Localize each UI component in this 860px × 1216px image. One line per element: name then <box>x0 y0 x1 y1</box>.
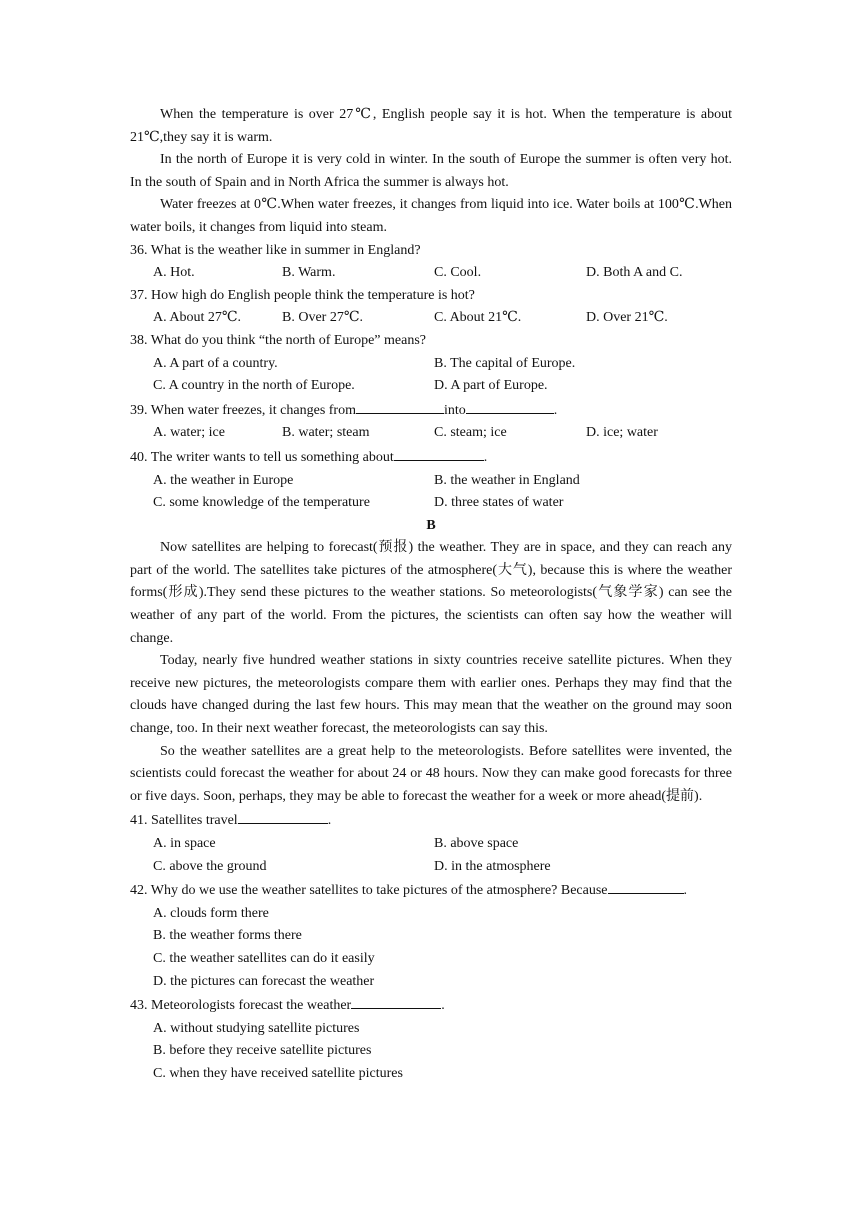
question-37-options <box>130 307 732 330</box>
passage-b-paragraph-1: Now satellites are helping to forecast(预报) the weather. They are in space, and they can reach any part of the world. The satellites take pictures of the atmosphere(大气), because this is where the weather forms(形成).They send these pictures to the weather stations. So meteorologists(气象学家) can see the weather of any part of the world. From the pictures, the scientists can often say how the weather will change. <box>130 540 732 646</box>
question-41-option-c: C. above the ground <box>153 858 267 874</box>
question-36-option-d: D. Both A and C. <box>586 265 683 281</box>
answer-blank <box>608 878 684 894</box>
question-42-option-b: B. the weather forms there <box>153 928 302 944</box>
question-39-stem-start: 39. When water freezes, it changes from <box>130 402 356 418</box>
question-36-stem: 36. What is the weather like in summer in England? <box>130 242 421 258</box>
question-41-stem-end: . <box>327 813 332 829</box>
question-38-option-c: C. A country in the north of Europe. <box>153 378 355 394</box>
passage-a-paragraph-1: When the temperature is over 27℃, English people say it is hot. When the temperature is about 21℃,they say it is warm. <box>130 107 732 145</box>
question-40-option-a: A. the weather in Europe <box>153 472 294 488</box>
question-36-option-a: A. Hot. <box>153 265 195 281</box>
question-42-stem-end: . <box>683 883 688 899</box>
question-40-option-d: D. three states of water <box>434 495 564 511</box>
passage-b-paragraph-3: So the weather satellites are a great help to the meteorologists. Before satellites were invented, the scientists could forecast the weather for about 24 or 48 hours. Now they can make good forecasts for three or five days. Soon, perhaps, they may be able to forecast the weather for a week or more ahead(提前). <box>130 743 732 804</box>
question-42-option-d: D. the pictures can forecast the weather <box>153 973 375 989</box>
question-43-option-b: B. before they receive satellite pictures <box>153 1043 372 1059</box>
question-39-stem-end: . <box>553 402 558 418</box>
question-37-stem: 37. How high do English people think the temperature is hot? <box>130 287 475 303</box>
question-37-option-b: B. Over 27℃. <box>282 310 363 326</box>
question-42-option-a: A. clouds form there <box>153 905 269 921</box>
answer-blank <box>394 445 484 461</box>
passage-b-paragraph-2: Today, nearly five hundred weather stations in sixty countries receive satellite pictures. When they receive new pictures, the meteorologists compare them with earlier ones. Perhaps they may find that the clouds have changed during the last few hours. This may mean that the weather on the ground may soon change, too. In their next weather forecast, the meteorologists can say this. <box>130 653 732 737</box>
exam-content <box>130 104 732 1086</box>
question-39-stem <box>130 398 732 423</box>
question-39-option-a: A. water; ice <box>153 425 225 441</box>
passage-a-paragraph-3: Water freezes at 0℃.When water freezes, it changes from liquid into ice. Water boils at 100℃.When water boils, it changes from liquid into steam. <box>130 197 732 235</box>
question-39-option-c: C. steam; ice <box>434 425 507 441</box>
question-40-stem-end: . <box>483 449 488 465</box>
question-36-options <box>130 262 732 285</box>
question-37-option-d: D. Over 21℃. <box>586 310 668 326</box>
question-40-options-row-1 <box>130 470 732 493</box>
question-37-option-a: A. About 27℃. <box>153 310 241 326</box>
question-42-stem <box>130 878 732 903</box>
question-41-option-b: B. above space <box>434 836 519 851</box>
question-43-stem-end: . <box>441 998 445 1014</box>
question-40-option-b: B. the weather in England <box>434 472 580 488</box>
question-43-option-a: A. without studying satellite pictures <box>153 1020 360 1036</box>
question-43-option-c: C. when they have received satellite pictures <box>153 1065 403 1081</box>
question-36-option-c: C. Cool. <box>434 265 482 281</box>
question-38-options-row-1 <box>130 353 732 376</box>
question-39-options <box>130 422 732 445</box>
answer-blank <box>238 808 328 824</box>
question-40-stem <box>130 445 732 470</box>
question-38-option-a: A. A part of a country. <box>153 355 278 371</box>
question-43-stem <box>130 993 732 1018</box>
question-41-option-d: D. in the atmosphere <box>434 858 551 874</box>
question-41-stem-text: 41. Satellites travel <box>130 813 238 829</box>
question-40-options-row-2 <box>130 492 732 515</box>
question-39-option-b: B. water; steam <box>282 425 370 441</box>
question-41-options-row-1 <box>130 833 732 856</box>
question-41-option-a: A. in space <box>153 836 216 851</box>
answer-blank <box>466 398 554 414</box>
question-41-options-row-2 <box>130 856 732 879</box>
answer-blank <box>351 993 441 1009</box>
question-38-options-row-2 <box>130 375 732 398</box>
question-41-stem <box>130 808 732 833</box>
question-37-option-c: C. About 21℃. <box>434 310 522 326</box>
section-b-heading: B <box>426 517 436 533</box>
question-38-option-d: D. A part of Europe. <box>434 378 548 394</box>
question-36-option-b: B. Warm. <box>282 265 336 281</box>
answer-blank <box>356 398 444 414</box>
question-42-stem-text: 42. Why do we use the weather satellites to take pictures of the atmosphere? Because <box>130 883 608 899</box>
question-40-stem-text: 40. The writer wants to tell us something about <box>130 449 394 465</box>
question-40-option-c: C. some knowledge of the temperature <box>153 495 370 511</box>
question-39-option-d: D. ice; water <box>586 425 658 441</box>
passage-a-paragraph-2: In the north of Europe it is very cold in winter. In the south of Europe the summer is often very hot. In the south of Spain and in North Africa the summer is always hot. <box>130 152 732 190</box>
question-38-option-b: B. The capital of Europe. <box>434 355 576 371</box>
question-38-stem: 38. What do you think “the north of Europe” means? <box>130 332 426 348</box>
question-39-stem-middle: into <box>443 402 466 418</box>
question-43-stem-text: 43. Meteorologists forecast the weather <box>130 998 352 1014</box>
question-42-option-c: C. the weather satellites can do it easily <box>153 950 375 966</box>
